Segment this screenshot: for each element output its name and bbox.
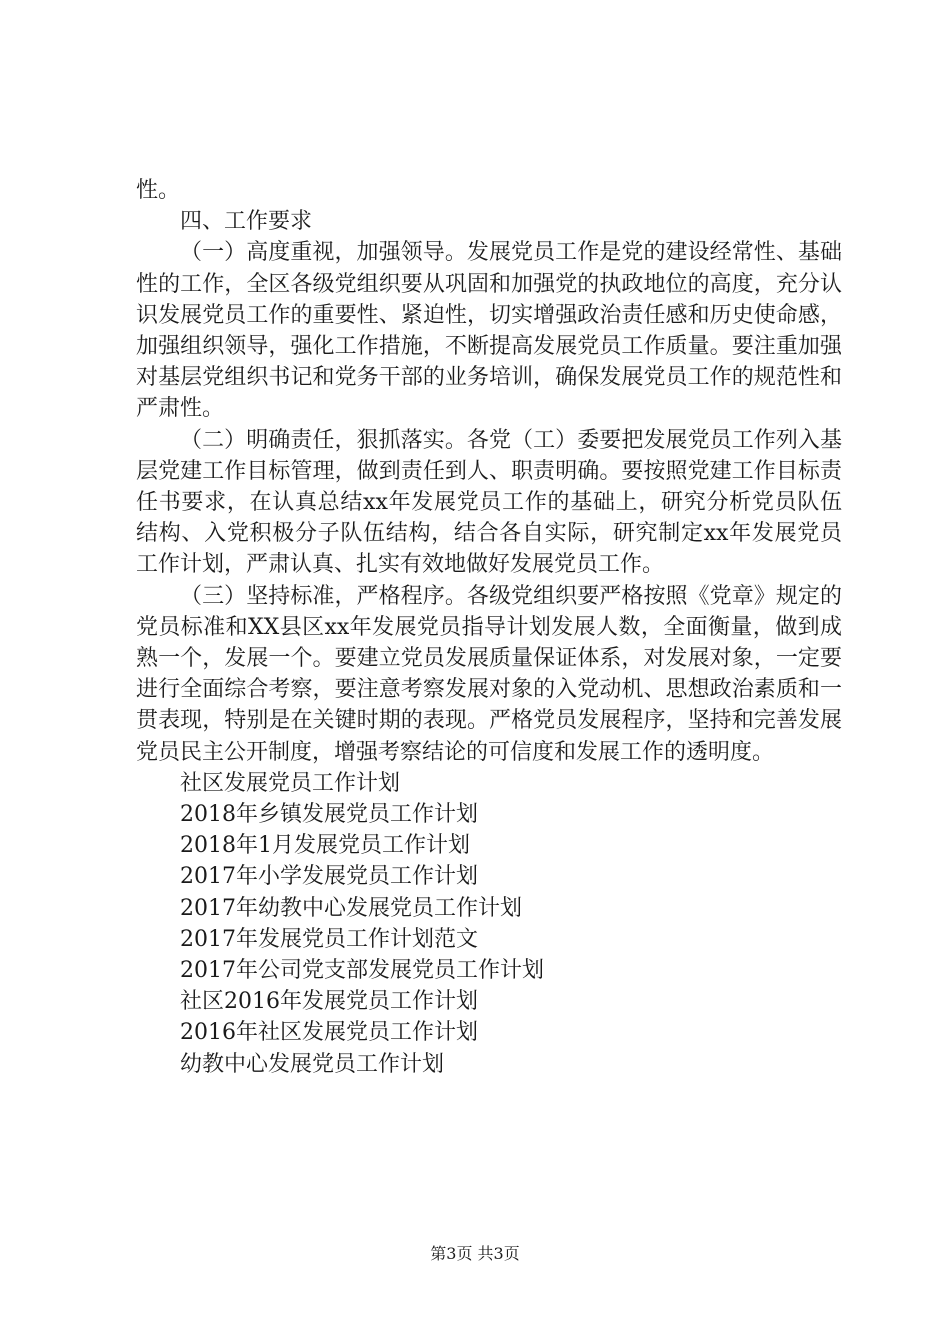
related-article-link[interactable]: 幼教中心发展党员工作计划 bbox=[180, 1051, 445, 1077]
page-footer bbox=[0, 1244, 950, 1264]
paragraph-1: （一）高度重视，加强领导。发展党员工作是党的建设经常性、基础性的工作，全区各级党组织要从巩固和加强党的执政地位的高度，充分认识发展党员工作的重要性、紧迫性，切实增强政治责任感和历史使命感，加强组织领导，强化工作措施，不断提高发展党员工作质量。要注重加强对基层党组织书记和党务干部的业务培训，确保发展党员工作的规范性和严肃性。 bbox=[136, 240, 842, 422]
related-article-link[interactable]: 社区发展党员工作计划 bbox=[180, 770, 401, 796]
related-article-link[interactable]: 2017年小学发展党员工作计划 bbox=[180, 864, 478, 890]
related-article-link[interactable]: 2017年公司党支部发展党员工作计划 bbox=[180, 958, 544, 984]
related-article-link[interactable]: 2018年乡镇发展党员工作计划 bbox=[180, 802, 478, 828]
related-articles-list bbox=[136, 768, 842, 1080]
paragraph-continuation: 性。 bbox=[136, 178, 181, 203]
paragraph-3: （三）坚持标准，严格程序。各级党组织要严格按照《党章》规定的党员标准和XX县区xx年发展党员指导计划发展人数，全面衡量，做到成熟一个，发展一个。要建立党员发展质量保证体系，对发展对象，一定要进行全面综合考察，要注意考察发展对象的入党动机、思想政治素质和一贯表现，特别是在关键时期的表现。严格党员发展程序，坚持和完善发展党员民主公开制度，增强考察结论的可信度和发展工作的透明度。 bbox=[136, 583, 842, 765]
document-body bbox=[136, 175, 842, 1080]
related-article-link[interactable]: 2017年发展党员工作计划范文 bbox=[180, 926, 478, 952]
related-article-link[interactable]: 2017年幼教中心发展党员工作计划 bbox=[180, 895, 522, 921]
related-article-link[interactable]: 2016年社区发展党员工作计划 bbox=[180, 1020, 478, 1046]
related-article-link[interactable]: 2018年1月发展党员工作计划 bbox=[180, 833, 470, 859]
section-heading: 四、工作要求 bbox=[180, 209, 313, 235]
related-article-link[interactable]: 社区2016年发展党员工作计划 bbox=[180, 989, 478, 1015]
paragraph-2: （二）明确责任，狠抓落实。各党（工）委要把发展党员工作列入基层党建工作目标管理，做到责任到人、职责明确。要按照党建工作目标责任书要求，在认真总结xx年发展党员工作的基础上，研究分析党员队伍结构、入党积极分子队伍结构，结合各自实际，研究制定xx年发展党员工作计划，严肃认真、扎实有效地做好发展党员工作。 bbox=[136, 427, 842, 578]
page-number: 第3页 共3页 bbox=[430, 1244, 520, 1263]
